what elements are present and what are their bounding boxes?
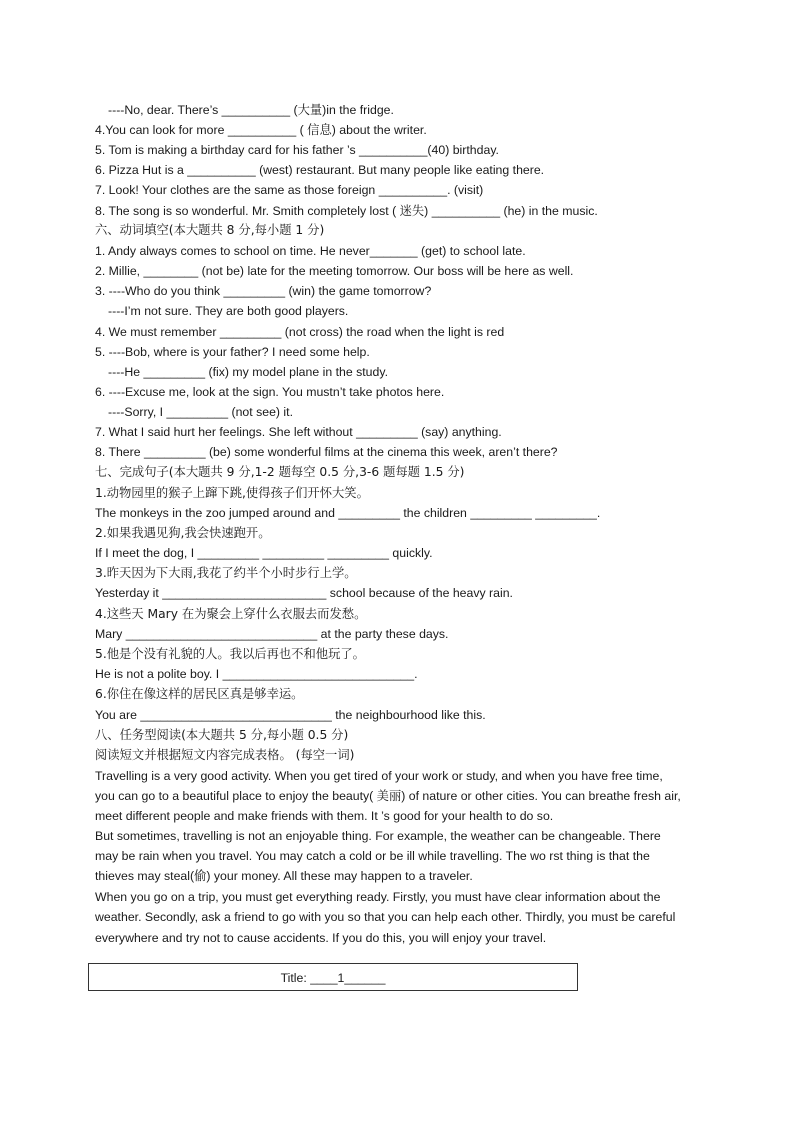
section-heading: 八、任务型阅读(本大题共 5 分,每小题 0.5 分) bbox=[95, 728, 349, 742]
passage-line: thieves may steal(偷) your money. All these may happen to a traveler. bbox=[95, 869, 473, 883]
question-line: You are ____________________________ the neighbourhood like this. bbox=[95, 708, 486, 722]
passage-line: weather. Secondly, ask a friend to go with you so that you can help each other. Thirdly, you must be careful bbox=[95, 910, 676, 924]
question-line: 1. Andy always comes to school on time. He never_______ (get) to school late. bbox=[95, 244, 526, 258]
question-line: The monkeys in the zoo jumped around and _________ the children _________ _________. bbox=[95, 506, 601, 520]
question-line: 5. Tom is making a birthday card for his father ’s __________(40) birthday. bbox=[95, 143, 499, 157]
passage-line: But sometimes, travelling is not an enjoyable thing. For example, the weather can be changeable. There bbox=[95, 829, 661, 843]
passage-line: may be rain when you travel. You may catch a cold or be ill while travelling. The wo rst thing is that the bbox=[95, 849, 650, 863]
answer-table bbox=[88, 963, 578, 991]
table-title-row bbox=[89, 971, 577, 985]
question-line: Yesterday it ________________________ school because of the heavy rain. bbox=[95, 586, 513, 600]
question-line: ----I’m not sure. They are both good players. bbox=[108, 304, 349, 318]
section-heading: 七、完成句子(本大题共 9 分,1-2 题每空 0.5 分,3-6 题每题 1.5 分) bbox=[95, 465, 465, 479]
question-line: 8. The song is so wonderful. Mr. Smith completely lost ( 迷失) __________ (he) in the music. bbox=[95, 204, 598, 218]
question-line: 4. We must remember _________ (not cross) the road when the light is red bbox=[95, 325, 505, 339]
chinese-prompt: 1.动物园里的猴子上蹿下跳,使得孩子们开怀大笑。 bbox=[95, 486, 369, 500]
question-line: He is not a polite boy. I ____________________________. bbox=[95, 667, 418, 681]
table-title-blank[interactable]: ____1______ bbox=[310, 971, 386, 985]
question-line: 8. There _________ (be) some wonderful films at the cinema this week, aren’t there? bbox=[95, 445, 558, 459]
question-line: 6. Pizza Hut is a __________ (west) restaurant. But many people like eating there. bbox=[95, 163, 545, 177]
passage-line: When you go on a trip, you must get everything ready. Firstly, you must have clear information about the bbox=[95, 890, 661, 904]
question-line: 2. Millie, ________ (not be) late for the meeting tomorrow. Our boss will be here as well. bbox=[95, 264, 574, 278]
question-line: 3. ----Who do you think _________ (win) the game tomorrow? bbox=[95, 284, 432, 298]
question-line: ----No, dear. There’s __________ (大量)in the fridge. bbox=[108, 103, 394, 117]
table-title-label: Title: bbox=[280, 971, 307, 985]
question-line: 7. What I said hurt her feelings. She left without _________ (say) anything. bbox=[95, 425, 502, 439]
question-line: 6. ----Excuse me, look at the sign. You mustn’t take photos here. bbox=[95, 385, 445, 399]
passage-line: meet different people and make friends with them. It ’s good for your health to do so. bbox=[95, 809, 554, 823]
question-line: 7. Look! Your clothes are the same as those foreign __________. (visit) bbox=[95, 183, 484, 197]
question-line: Mary ____________________________ at the party these days. bbox=[95, 627, 449, 641]
question-line: 5. ----Bob, where is your father? I need some help. bbox=[95, 345, 370, 359]
chinese-prompt: 3.昨天因为下大雨,我花了约半个小时步行上学。 bbox=[95, 566, 357, 580]
reading-instruction: 阅读短文并根据短文内容完成表格。 (每空一词) bbox=[95, 748, 355, 762]
question-line: 4.You can look for more __________ ( 信息) about the writer. bbox=[95, 123, 427, 137]
chinese-prompt: 4.这些天 Mary 在为聚会上穿什么衣服去而发愁。 bbox=[95, 607, 367, 621]
question-line: If I meet the dog, I _________ _________ _________ quickly. bbox=[95, 546, 433, 560]
chinese-prompt: 6.你住在像这样的居民区真是够幸运。 bbox=[95, 687, 304, 701]
passage-line: Travelling is a very good activity. When you get tired of your work or study, and when you have free time, bbox=[95, 769, 663, 783]
passage-line: you can go to a beautiful place to enjoy the beauty( 美丽) of nature or other cities. You can breathe fresh air, bbox=[95, 789, 681, 803]
chinese-prompt: 2.如果我遇见狗,我会快速跑开。 bbox=[95, 526, 271, 540]
section-heading: 六、动词填空(本大题共 8 分,每小题 1 分) bbox=[95, 223, 325, 237]
question-line: ----Sorry, I _________ (not see) it. bbox=[108, 405, 293, 419]
question-line: ----He _________ (fix) my model plane in the study. bbox=[108, 365, 389, 379]
passage-line: everywhere and try not to cause accidents. If you do this, you will enjoy your travel. bbox=[95, 931, 547, 945]
chinese-prompt: 5.他是个没有礼貌的人。我以后再也不和他玩了。 bbox=[95, 647, 365, 661]
